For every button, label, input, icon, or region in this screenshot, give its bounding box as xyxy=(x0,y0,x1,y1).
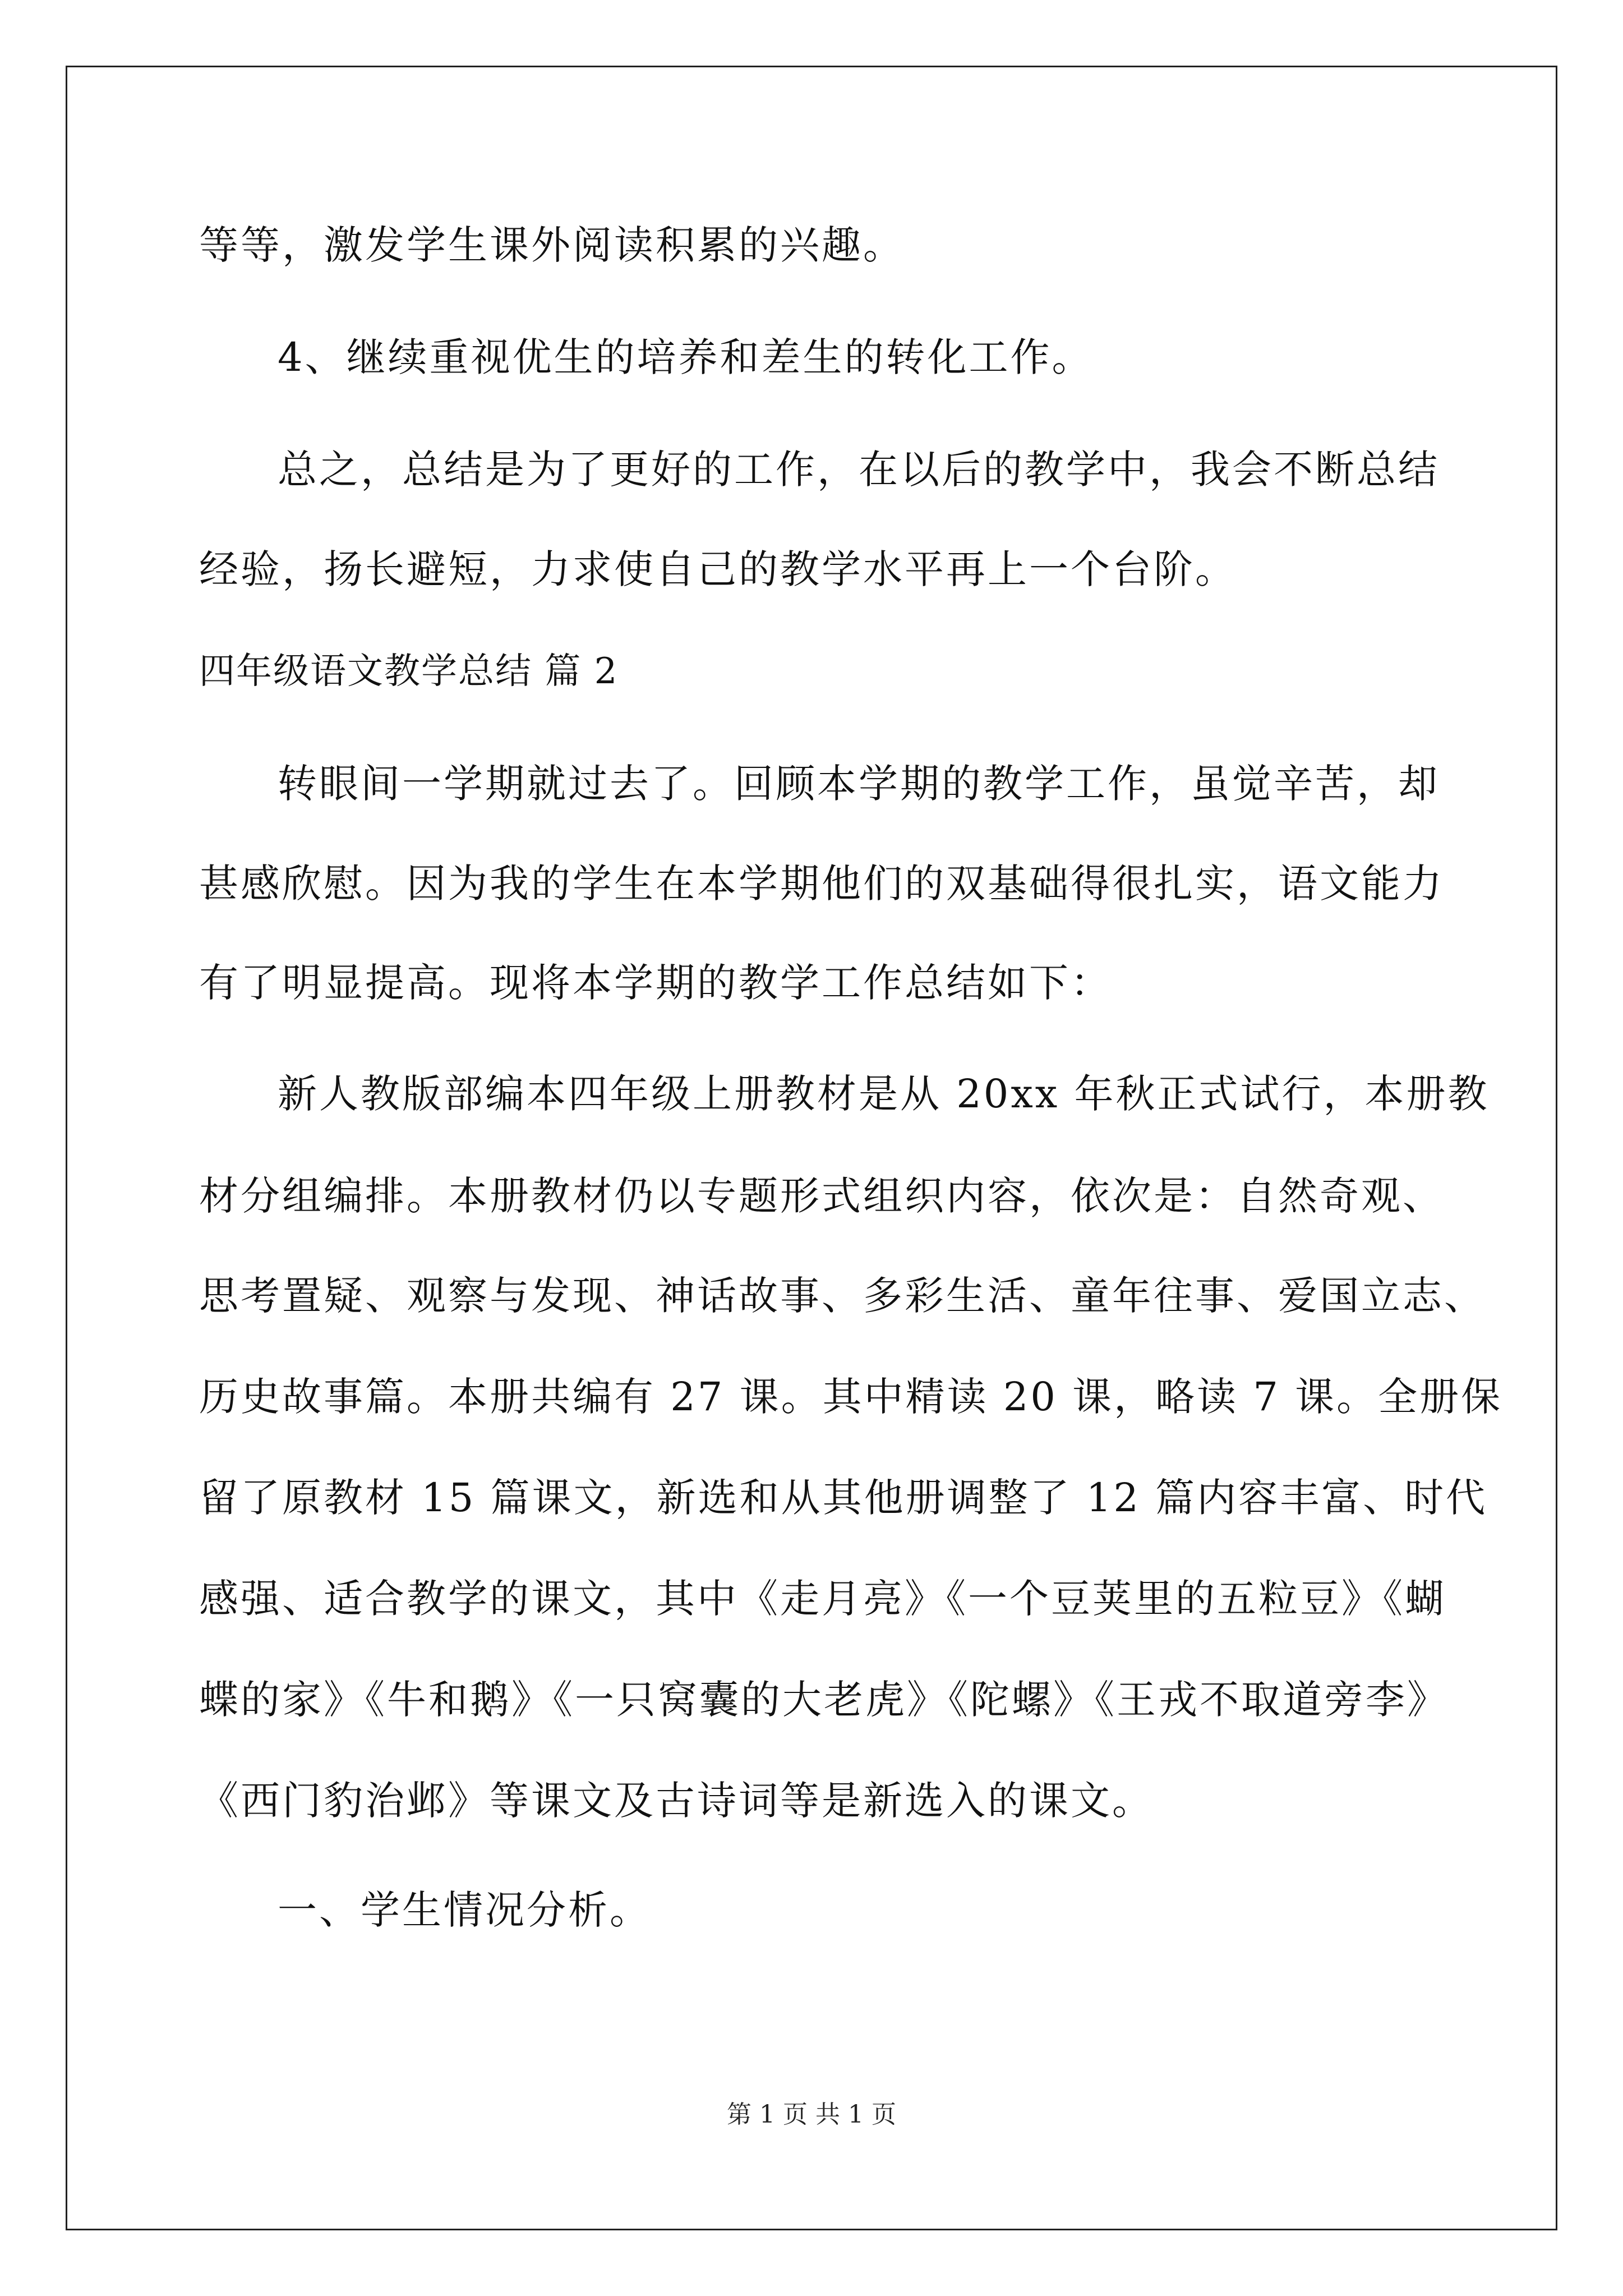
paragraph-line: 历史故事篇。本册共编有 27 课。其中精读 20 课，略读 7 课。全册保 xyxy=(199,1374,1503,1420)
page-footer: 第 1 页 共 1 页 xyxy=(727,2100,896,2129)
paragraph-line: 4、继续重视优生的培养和差生的转化工作。 xyxy=(278,334,1094,380)
paragraph-line: 等等，激发学生课外阅读积累的兴趣。 xyxy=(199,222,905,268)
paragraph-line: 经验，扬长避短，力求使自己的教学水平再上一个台阶。 xyxy=(199,546,1237,592)
paragraph-line: 有了明显提高。现将本学期的教学工作总结如下： xyxy=(199,960,1112,1006)
paragraph-line: 总之，总结是为了更好的工作，在以后的教学中，我会不断总结 xyxy=(278,447,1440,493)
paragraph-line: 一、学生情况分析。 xyxy=(278,1887,651,1933)
paragraph-line: 蝶的家》《牛和鹅》《一只窝囊的大老虎》《陀螺》《王戎不取道旁李》 xyxy=(199,1677,1449,1723)
paragraph-line: 甚感欣慰。因为我的学生在本学期他们的双基础得很扎实，语文能力 xyxy=(199,861,1444,907)
paragraph-line: 思考置疑、观察与发现、神话故事、多彩生活、童年往事、爱国立志、 xyxy=(199,1273,1486,1319)
section-heading: 四年级语文教学总结 篇 2 xyxy=(199,651,619,692)
paragraph-line: 《西门豹治邺》等课文及古诗词等是新选入的课文。 xyxy=(199,1778,1154,1824)
paragraph-line: 感强、适合教学的课文，其中《走月亮》《一个豆荚里的五粒豆》《蝴 xyxy=(199,1576,1446,1622)
paragraph-line: 新人教版部编本四年级上册教材是从 20xx 年秋正式试行，本册教 xyxy=(278,1071,1490,1117)
paragraph-line: 材分组编排。本册教材仍以专题形式组织内容，依次是：自然奇观、 xyxy=(199,1173,1444,1219)
paragraph-line: 留了原教材 15 篇课文，新选和从其他册调整了 12 篇内容丰富、时代 xyxy=(199,1475,1488,1521)
paragraph-line: 转眼间一学期就过去了。回顾本学期的教学工作，虽觉辛苦，却 xyxy=(278,761,1440,807)
